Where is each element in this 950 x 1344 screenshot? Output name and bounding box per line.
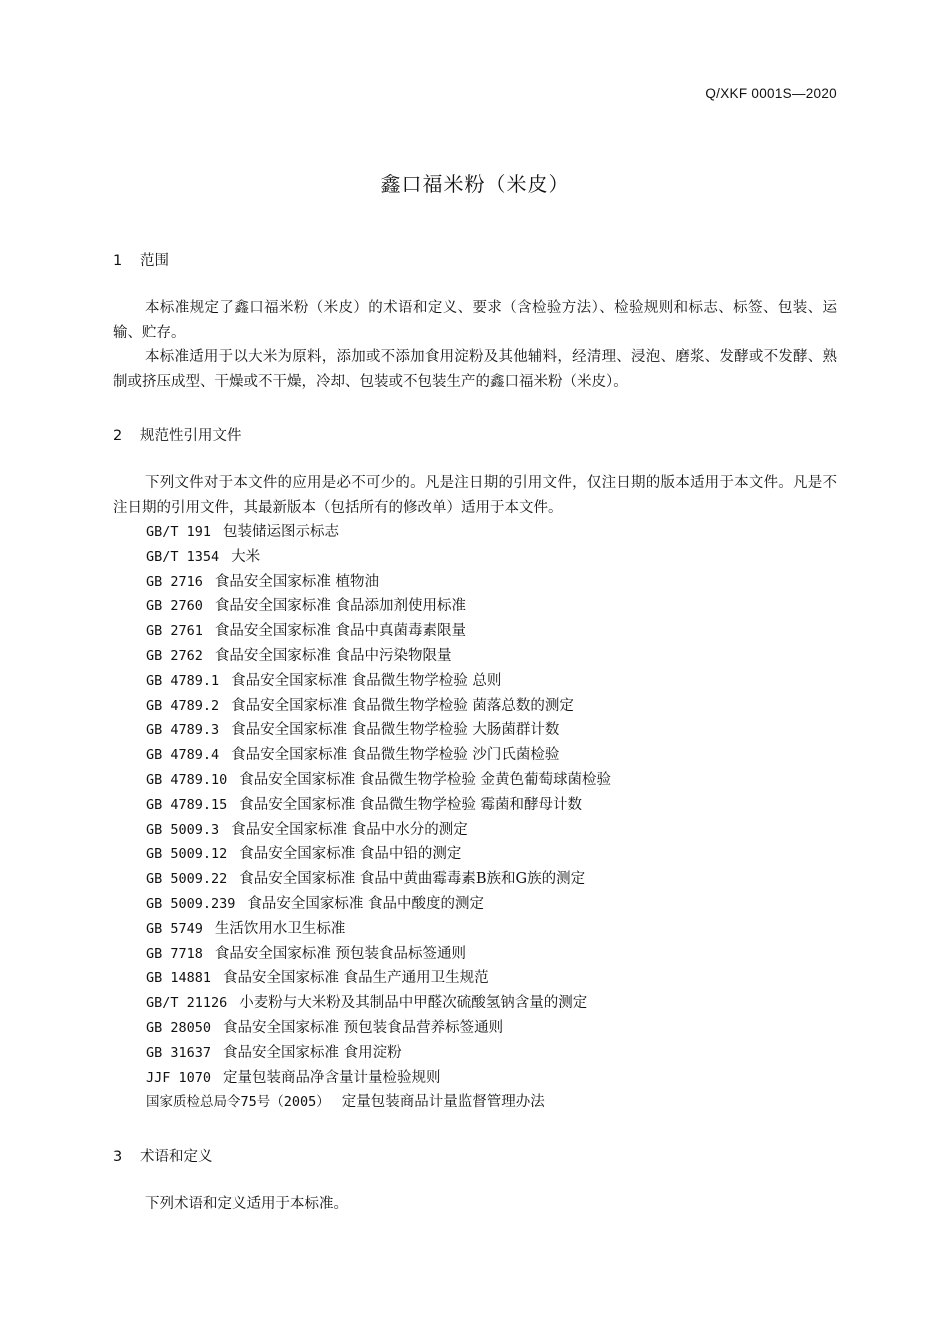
- reference-title: 食品安全国家标准 食品微生物学检验 沙门氏菌检验: [231, 747, 560, 764]
- section-number: 2: [113, 428, 123, 444]
- reference-code: JJF 1070: [146, 1069, 212, 1086]
- reference-code: GB 2761: [146, 623, 203, 640]
- reference-item: [146, 892, 611, 917]
- reference-title: 包装储运图示标志: [223, 524, 340, 540]
- reference-code: 国家质检总局令75号（2005）: [146, 1094, 330, 1111]
- reference-title: 食品安全国家标准 食品中真菌毒素限量: [214, 623, 467, 640]
- reference-item: [146, 1090, 611, 1115]
- reference-title: 食品安全国家标准 食品中污染物限量: [214, 647, 452, 664]
- reference-item: [146, 594, 611, 619]
- section-number: 3: [113, 1149, 123, 1165]
- reference-code: GB 2760: [146, 598, 203, 615]
- section-number: 1: [113, 253, 123, 269]
- document-title: 鑫口福米粉（米皮）: [380, 172, 570, 196]
- reference-code: GB/T 191: [146, 524, 212, 540]
- reference-title: 食品安全国家标准 预包装食品营养标签通则: [223, 1019, 504, 1036]
- reference-item: [146, 917, 611, 942]
- reference-item: [146, 545, 611, 570]
- reference-title: 食品安全国家标准 食品中酸度的测定: [247, 895, 485, 912]
- reference-item: [146, 1016, 611, 1041]
- reference-code: GB 4789.4: [146, 747, 220, 764]
- reference-title: 食品安全国家标准 食品添加剂使用标准: [214, 598, 467, 615]
- section-1-heading: [113, 249, 169, 270]
- section-1-paragraph-2: 本标准适用于以大米为原料，添加或不添加食用淀粉及其他辅料，经清理、浸泡、磨浆、发酵或不发酵、熟制或挤压成型、干燥或不干燥，冷却、包装或不包装生产的鑫口福米粉（米皮）。: [113, 349, 837, 390]
- section-3-paragraph-1: 下列术语和定义适用于本标准。: [145, 1196, 348, 1212]
- reference-item: [146, 520, 611, 545]
- reference-code: GB 7718: [146, 945, 203, 962]
- reference-code: GB 31637: [146, 1044, 212, 1061]
- reference-item: [146, 1066, 611, 1091]
- reference-code: GB 5749: [146, 920, 203, 937]
- reference-item: [146, 842, 611, 867]
- reference-title: 小麦粉与大米粉及其制品中甲醛次硫酸氢钠含量的测定: [239, 995, 588, 1012]
- reference-title: 食品安全国家标准 食品微生物学检验 大肠菌群计数: [231, 722, 560, 739]
- reference-item: [146, 644, 611, 669]
- reference-code: GB 5009.239: [146, 895, 236, 912]
- reference-code: GB 5009.12: [146, 846, 228, 863]
- reference-item: [146, 694, 611, 719]
- reference-code: GB 4789.2: [146, 697, 220, 714]
- section-2-paragraph-1: 下列文件对于本文件的应用是必不可少的。凡是注日期的引用文件，仅注日期的版本适用于本文件。凡是不注日期的引用文件，其最新版本（包括所有的修改单）适用于本文件。: [113, 475, 837, 516]
- reference-title: 食品安全国家标准 食品微生物学检验 金黄色葡萄球菌检验: [239, 771, 611, 788]
- section-title: 术语和定义: [140, 1149, 213, 1165]
- reference-title: 定量包装商品计量监督管理办法: [341, 1094, 545, 1111]
- reference-title: 食品安全国家标准 食品微生物学检验 总则: [231, 672, 502, 689]
- reference-title: 食品安全国家标准 食品微生物学检验 霉菌和酵母计数: [239, 796, 582, 813]
- reference-item: [146, 743, 611, 768]
- reference-code: GB 2762: [146, 647, 203, 664]
- section-3-heading: [113, 1145, 213, 1166]
- reference-code: GB 4789.10: [146, 771, 228, 788]
- normative-references-list: [146, 520, 611, 1115]
- reference-title: 食品安全国家标准 食品中铅的测定: [239, 846, 462, 863]
- reference-code: GB/T 1354: [146, 548, 220, 565]
- reference-item: [146, 867, 611, 892]
- reference-item: [146, 991, 611, 1016]
- reference-code: GB 4789.15: [146, 796, 228, 813]
- reference-code: GB 2716: [146, 573, 203, 590]
- reference-code: GB 5009.22: [146, 871, 228, 888]
- reference-title: 食品安全国家标准 食用淀粉: [223, 1044, 402, 1061]
- reference-title: 食品安全国家标准 预包装食品标签通则: [214, 945, 467, 962]
- standard-number: Q/XKF 0001S—2020: [705, 86, 837, 101]
- reference-code: GB 28050: [146, 1019, 212, 1036]
- reference-code: GB/T 21126: [146, 995, 228, 1012]
- reference-title: 食品安全国家标准 食品微生物学检验 菌落总数的测定: [231, 697, 574, 714]
- reference-title: 生活饮用水卫生标准: [214, 920, 346, 937]
- reference-code: GB 4789.3: [146, 722, 220, 739]
- reference-item: [146, 669, 611, 694]
- reference-item: [146, 793, 611, 818]
- section-title: 范围: [140, 253, 169, 269]
- reference-item: [146, 1041, 611, 1066]
- reference-title: 食品安全国家标准 食品中水分的测定: [231, 821, 468, 838]
- reference-code: GB 5009.3: [146, 821, 220, 838]
- section-title: 规范性引用文件: [140, 428, 242, 444]
- reference-item: [146, 570, 611, 595]
- reference-title: 食品安全国家标准 植物油: [214, 573, 380, 590]
- section-2-heading: [113, 424, 242, 445]
- reference-item: [146, 942, 611, 967]
- reference-code: GB 14881: [146, 970, 212, 987]
- section-1-paragraph-1: 本标准规定了鑫口福米粉（米皮）的术语和定义、要求（含检验方法）、检验规则和标志、标签、包装、运输、贮存。: [113, 300, 837, 341]
- reference-code: GB 4789.1: [146, 672, 220, 689]
- reference-title: 定量包装商品净含量计量检验规则: [223, 1069, 441, 1086]
- reference-title: 食品安全国家标准 食品中黄曲霉毒素B族和G族的测定: [239, 871, 586, 888]
- reference-item: [146, 818, 611, 843]
- reference-item: [146, 768, 611, 793]
- reference-item: [146, 718, 611, 743]
- reference-title: 大米: [231, 548, 261, 565]
- reference-item: [146, 619, 611, 644]
- reference-item: [146, 966, 611, 991]
- reference-title: 食品安全国家标准 食品生产通用卫生规范: [223, 970, 489, 987]
